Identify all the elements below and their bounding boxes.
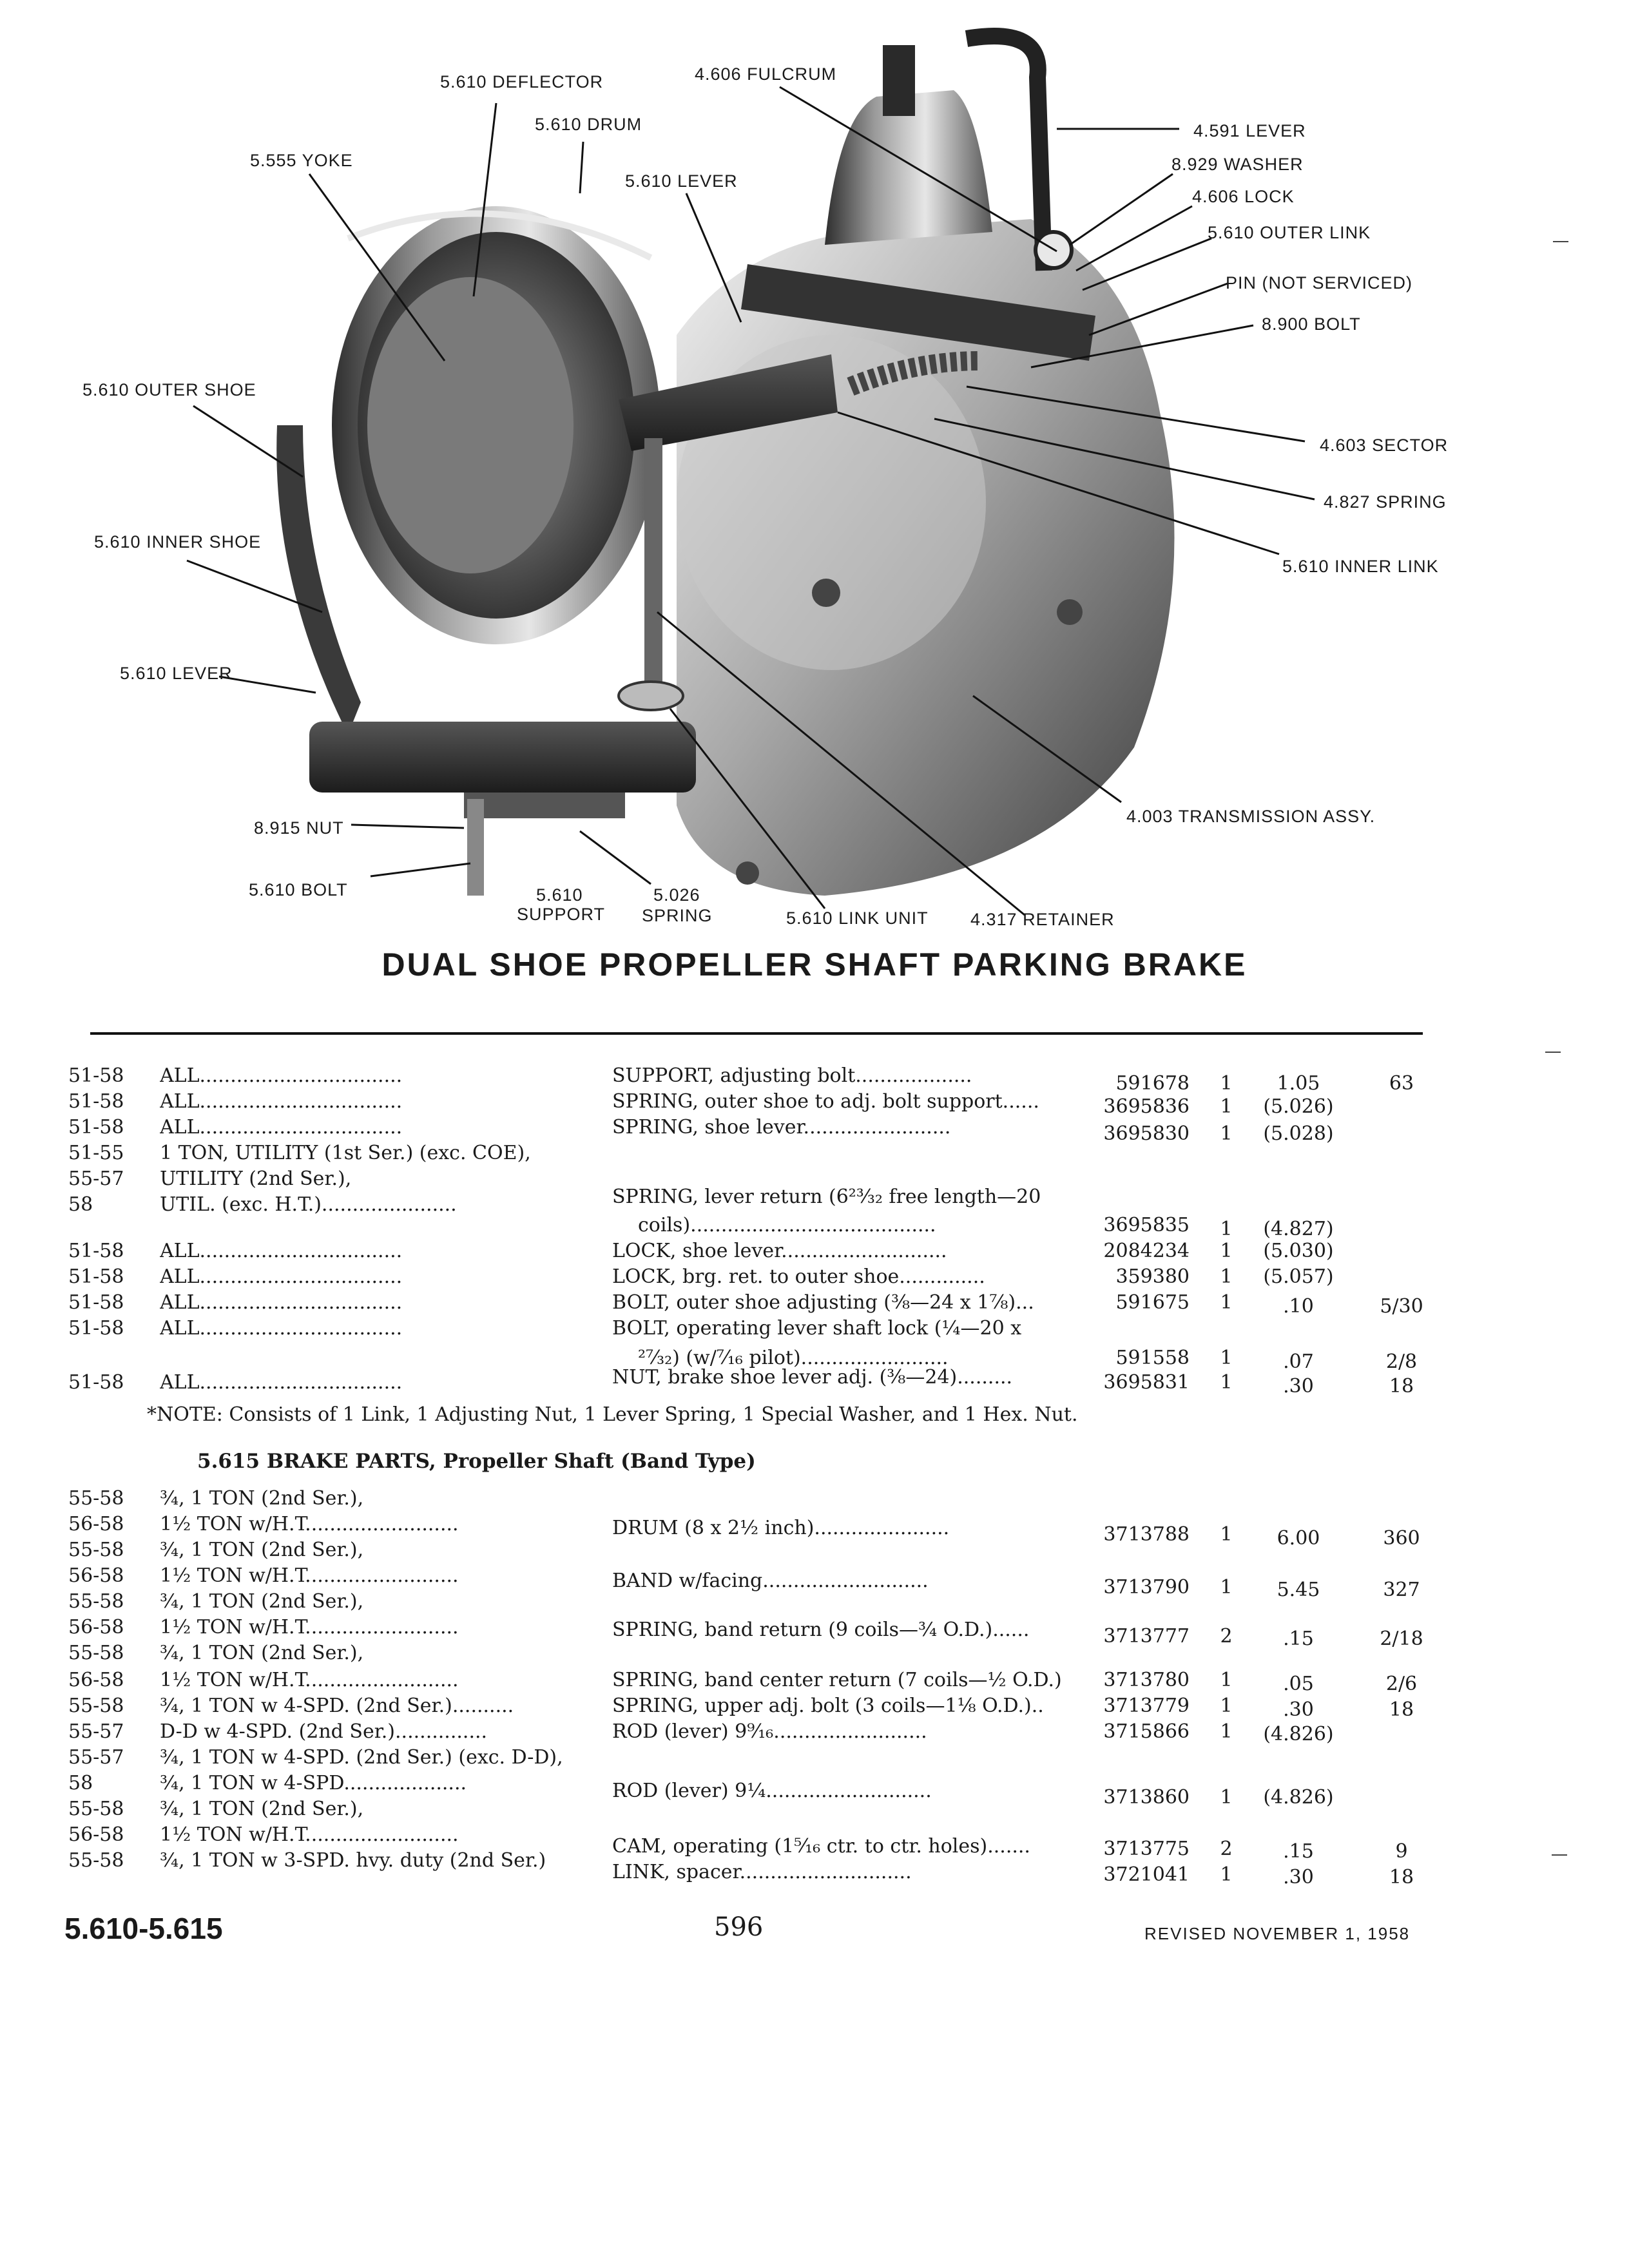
callout-outer-shoe: 5.610 OUTER SHOE (82, 380, 256, 399)
row-model: 1½ TON w/H.T......................... (160, 1669, 459, 1691)
row-description: LINK, spacer............................ (612, 1861, 912, 1883)
row-model: 1½ TON w/H.T......................... (160, 1823, 459, 1846)
row-extra: 18 (1389, 1698, 1414, 1721)
row-price: .30 (1283, 1866, 1314, 1888)
row-years: 58 (68, 1193, 93, 1216)
callout-link-unit: 5.610 LINK UNIT (786, 908, 929, 928)
row-part-number: 3713775 (1103, 1838, 1190, 1860)
callout-spring-4827: 4.827 SPRING (1324, 492, 1447, 512)
row-price: (5.028) (1263, 1122, 1334, 1145)
row-description: SPRING, band return (9 coils—¾ O.D.)...... (612, 1619, 1030, 1641)
row-model: ¾, 1 TON (2nd Ser.), (160, 1539, 364, 1561)
row-years: 55-58 (68, 1539, 124, 1561)
margin-tick (1552, 1854, 1567, 1856)
row-extra: 5/30 (1380, 1295, 1423, 1318)
table-row (0, 1064, 1629, 1095)
callout-bolt-5610: 5.610 BOLT (249, 880, 348, 899)
row-part-number: 359380 (1115, 1265, 1190, 1288)
table-row (0, 1317, 1629, 1343)
row-price: 6.00 (1277, 1527, 1320, 1550)
table-note: *NOTE: Consists of 1 Link, 1 Adjusting Nut, 1 Lever Spring, 1 Special Washer, and 1 Hex. Nut. (147, 1403, 1078, 1426)
row-model: ALL................................. (160, 1265, 403, 1288)
callout-pin: PIN (NOT SERVICED) (1226, 273, 1413, 293)
callout-washer: 8.929 WASHER (1171, 155, 1304, 174)
row-part-number: 3713780 (1103, 1669, 1190, 1691)
row-model: ¾, 1 TON (2nd Ser.), (160, 1642, 364, 1664)
row-model: 1½ TON w/H.T......................... (160, 1564, 459, 1587)
row-model: ALL................................. (160, 1291, 403, 1314)
row-years: 55-58 (68, 1798, 124, 1820)
row-price: .30 (1283, 1375, 1314, 1398)
table-row (0, 1669, 1629, 1695)
row-price: .10 (1283, 1295, 1314, 1318)
row-quantity: 2 (1220, 1625, 1233, 1648)
row-extra: 2/8 (1385, 1350, 1418, 1373)
row-quantity: 1 (1220, 1863, 1233, 1886)
callout-spring: SPRING (642, 906, 713, 925)
row-model: ¾, 1 TON (2nd Ser.), (160, 1798, 364, 1820)
row-extra: 18 (1389, 1866, 1414, 1888)
row-part-number: 3713788 (1103, 1523, 1190, 1546)
row-years: 51-58 (68, 1090, 124, 1113)
row-part-number: 3695831 (1103, 1371, 1190, 1394)
row-model: UTIL. (exc. H.T.)...................... (160, 1193, 457, 1216)
row-extra: 2/18 (1380, 1628, 1423, 1650)
row-model: 1½ TON w/H.T......................... (160, 1616, 459, 1639)
row-years: 51-58 (68, 1265, 124, 1288)
row-description: SPRING, band center return (7 coils—½ O.D.) (612, 1669, 1062, 1691)
callout-sector: 4.603 SECTOR (1320, 436, 1449, 455)
row-model: UTILITY (2nd Ser.), (160, 1168, 352, 1190)
row-years: 51-58 (68, 1371, 124, 1394)
row-part-number: 3713860 (1103, 1786, 1190, 1809)
row-part-number: 591675 (1115, 1291, 1190, 1314)
row-description: BAND w/facing........................... (612, 1570, 929, 1592)
row-quantity: 1 (1220, 1523, 1233, 1546)
callout-bolt-8900: 8.900 BOLT (1262, 314, 1361, 334)
table-row (0, 1720, 1629, 1746)
row-quantity: 1 (1220, 1291, 1233, 1314)
table-row (0, 1616, 1629, 1650)
section-heading-5615: 5.615 BRAKE PARTS, Propeller Shaft (Band Type) (197, 1450, 756, 1473)
row-model: ALL................................. (160, 1240, 403, 1262)
table-row (0, 1487, 1629, 1513)
table-row (0, 1642, 1629, 1667)
row-price: (4.826) (1263, 1723, 1334, 1745)
row-quantity: 1 (1220, 1218, 1233, 1240)
row-model: D-D w 4-SPD. (2nd Ser.)............... (160, 1720, 488, 1743)
row-quantity: 1 (1220, 1371, 1233, 1394)
callout-outer-link: 5.610 OUTER LINK (1208, 223, 1371, 242)
row-model: ALL................................. (160, 1064, 403, 1087)
row-model: ¾, 1 TON w 4-SPD.................... (160, 1772, 467, 1794)
row-price: (4.827) (1263, 1218, 1334, 1240)
row-part-number: 3715866 (1103, 1720, 1190, 1743)
row-quantity: 1 (1220, 1072, 1233, 1095)
row-description: SPRING, upper adj. bolt (3 coils—1⅛ O.D.).. (612, 1695, 1044, 1717)
row-extra: 327 (1383, 1579, 1420, 1601)
row-years: 55-57 (68, 1746, 124, 1769)
row-quantity: 1 (1220, 1122, 1233, 1145)
callout-deflector: 5.610 DEFLECTOR (440, 72, 604, 91)
table-row (0, 1798, 1629, 1823)
row-price: (5.026) (1263, 1095, 1334, 1118)
row-price: 1.05 (1277, 1072, 1320, 1095)
row-years: 56-58 (68, 1513, 124, 1535)
row-years: 51-58 (68, 1240, 124, 1262)
row-description: ROD (lever) 9⁹⁄₁₆......................... (612, 1720, 927, 1743)
row-price: (4.826) (1263, 1786, 1334, 1809)
row-model: ALL................................. (160, 1116, 403, 1139)
row-model: ¾, 1 TON w 3-SPD. hvy. duty (2nd Ser.) (160, 1849, 546, 1872)
row-years: 51-58 (68, 1291, 124, 1314)
row-extra: 360 (1383, 1527, 1420, 1550)
row-quantity: 1 (1220, 1576, 1233, 1599)
row-description: DRUM (8 x 2½ inch)...................... (612, 1517, 950, 1539)
table-row (0, 1090, 1629, 1116)
row-years: 51-58 (68, 1317, 124, 1340)
row-description: BOLT, outer shoe adjusting (⅜—24 x 1⅞)... (612, 1291, 1034, 1314)
callout-support-num: 5.610 (536, 885, 583, 905)
figure-caption: DUAL SHOE PROPELLER SHAFT PARKING BRAKE (381, 947, 1248, 983)
row-description: SUPPORT, adjusting bolt................... (612, 1064, 972, 1087)
row-model: ALL................................. (160, 1317, 403, 1340)
row-years: 56-58 (68, 1823, 124, 1846)
row-quantity: 1 (1220, 1095, 1233, 1118)
row-years: 51-58 (68, 1064, 124, 1087)
table-row (0, 1240, 1629, 1265)
row-model: 1½ TON w/H.T......................... (160, 1513, 459, 1535)
row-model: ¾, 1 TON w 4-SPD. (2nd Ser.).......... (160, 1695, 514, 1717)
section-divider (90, 1032, 1423, 1035)
row-years: 55-57 (68, 1720, 124, 1743)
row-description: SPRING, shoe lever........................ (612, 1116, 951, 1139)
table-row (0, 1214, 1629, 1240)
row-part-number: 3695836 (1103, 1095, 1190, 1118)
revision-date: REVISED NOVEMBER 1, 1958 (1144, 1924, 1411, 1943)
row-price: .05 (1283, 1673, 1314, 1695)
row-price: .07 (1283, 1350, 1314, 1373)
row-price: .15 (1283, 1840, 1314, 1863)
row-description: LOCK, brg. ret. to outer shoe.............. (612, 1265, 985, 1288)
row-description: CAM, operating (1⁵⁄₁₆ ctr. to ctr. holes)....... (612, 1835, 1030, 1858)
row-years: 51-58 (68, 1116, 124, 1139)
row-price: 5.45 (1277, 1579, 1320, 1601)
callout-support: SUPPORT (517, 905, 606, 924)
row-quantity: 1 (1220, 1786, 1233, 1809)
row-price: .30 (1283, 1698, 1314, 1721)
callout-transmission: 4.003 TRANSMISSION ASSY. (1126, 807, 1376, 826)
callout-drum: 5.610 DRUM (535, 115, 642, 134)
table-row (0, 1116, 1629, 1145)
row-quantity: 1 (1220, 1347, 1233, 1369)
row-years: 55-57 (68, 1168, 124, 1190)
table-row (0, 1564, 1629, 1601)
row-price: (5.030) (1263, 1240, 1334, 1262)
row-part-number: 3713777 (1103, 1625, 1190, 1648)
row-years: 55-58 (68, 1642, 124, 1664)
section-range: 5.610-5.615 (64, 1912, 223, 1945)
row-part-number: 3695835 (1103, 1214, 1190, 1236)
row-quantity: 1 (1220, 1240, 1233, 1262)
row-years: 58 (68, 1772, 93, 1794)
row-quantity: 2 (1220, 1838, 1233, 1860)
table-row (0, 1746, 1629, 1772)
callout-inner-link: 5.610 INNER LINK (1282, 557, 1439, 576)
row-part-number: 3721041 (1103, 1863, 1190, 1886)
page-number: 596 (714, 1912, 764, 1942)
row-years: 55-58 (68, 1849, 124, 1872)
table-row (0, 1366, 1629, 1398)
row-part-number: 3713779 (1103, 1695, 1190, 1717)
row-description: SPRING, outer shoe to adj. bolt support...... (612, 1090, 1039, 1113)
row-model: ¾, 1 TON w 4-SPD. (2nd Ser.) (exc. D-D), (160, 1746, 563, 1769)
table-row (0, 1265, 1629, 1291)
row-part-number: 591678 (1115, 1072, 1190, 1095)
callout-nut: 8.915 NUT (254, 818, 344, 838)
callout-spring-num: 5.026 (653, 885, 700, 905)
callout-yoke: 5.555 YOKE (250, 151, 353, 170)
table-row (0, 1590, 1629, 1616)
table-row (0, 1695, 1629, 1720)
row-extra: 18 (1389, 1375, 1414, 1398)
row-years: 55-58 (68, 1590, 124, 1613)
row-part-number: 3695830 (1103, 1122, 1190, 1145)
table-row (0, 1849, 1629, 1888)
table-row (0, 1539, 1629, 1564)
callout-inner-shoe: 5.610 INNER SHOE (94, 532, 262, 552)
row-description: ROD (lever) 9¼........................... (612, 1780, 932, 1802)
row-part-number: 3713790 (1103, 1576, 1190, 1599)
row-quantity: 1 (1220, 1265, 1233, 1288)
row-description: NUT, brake shoe lever adj. (⅜—24)......... (612, 1366, 1013, 1389)
row-model: ¾, 1 TON (2nd Ser.), (160, 1487, 364, 1510)
brake-illustration (0, 0, 1629, 941)
row-extra: 2/6 (1385, 1673, 1418, 1695)
row-years: 51-55 (68, 1142, 124, 1164)
brake-assembly-drawing (0, 0, 1629, 941)
row-years: 55-58 (68, 1695, 124, 1717)
row-quantity: 1 (1220, 1695, 1233, 1717)
row-description: SPRING, lever return (6²³⁄₃₂ free length—20 (612, 1186, 1041, 1208)
callout-lever-left: 5.610 LEVER (120, 664, 233, 683)
callout-lock: 4.606 LOCK (1192, 187, 1295, 206)
row-description: BOLT, operating lever shaft lock (¼—20 x (612, 1317, 1022, 1340)
callout-lever-top: 5.610 LEVER (625, 171, 738, 191)
table-row (0, 1142, 1629, 1168)
row-description: LOCK, shoe lever........................... (612, 1240, 947, 1262)
margin-tick (1545, 1052, 1561, 1053)
row-years: 56-58 (68, 1564, 124, 1587)
row-description: ²⁷⁄₃₂) (w/⁷⁄₁₆ pilot)........................ (638, 1347, 949, 1369)
row-description: coils)........................................ (638, 1214, 936, 1236)
row-model: ¾, 1 TON (2nd Ser.), (160, 1590, 364, 1613)
margin-tick (1553, 241, 1568, 242)
callout-lever-4591: 4.591 LEVER (1193, 121, 1306, 140)
row-extra: 63 (1389, 1072, 1414, 1095)
table-row (0, 1291, 1629, 1317)
row-years: 56-58 (68, 1616, 124, 1639)
row-years: 55-58 (68, 1487, 124, 1510)
row-model: ALL................................. (160, 1371, 403, 1394)
row-quantity: 1 (1220, 1669, 1233, 1691)
row-part-number: 591558 (1115, 1347, 1190, 1369)
callout-fulcrum: 4.606 FULCRUM (695, 64, 837, 84)
row-part-number: 2084234 (1103, 1240, 1190, 1262)
row-price: .15 (1283, 1628, 1314, 1650)
row-extra: 9 (1395, 1840, 1408, 1863)
row-model: ALL................................. (160, 1090, 403, 1113)
row-model: 1 TON, UTILITY (1st Ser.) (exc. COE), (160, 1142, 531, 1164)
row-price: (5.057) (1263, 1265, 1334, 1288)
row-quantity: 1 (1220, 1720, 1233, 1743)
callout-retainer: 4.317 RETAINER (970, 910, 1115, 929)
row-years: 56-58 (68, 1669, 124, 1691)
